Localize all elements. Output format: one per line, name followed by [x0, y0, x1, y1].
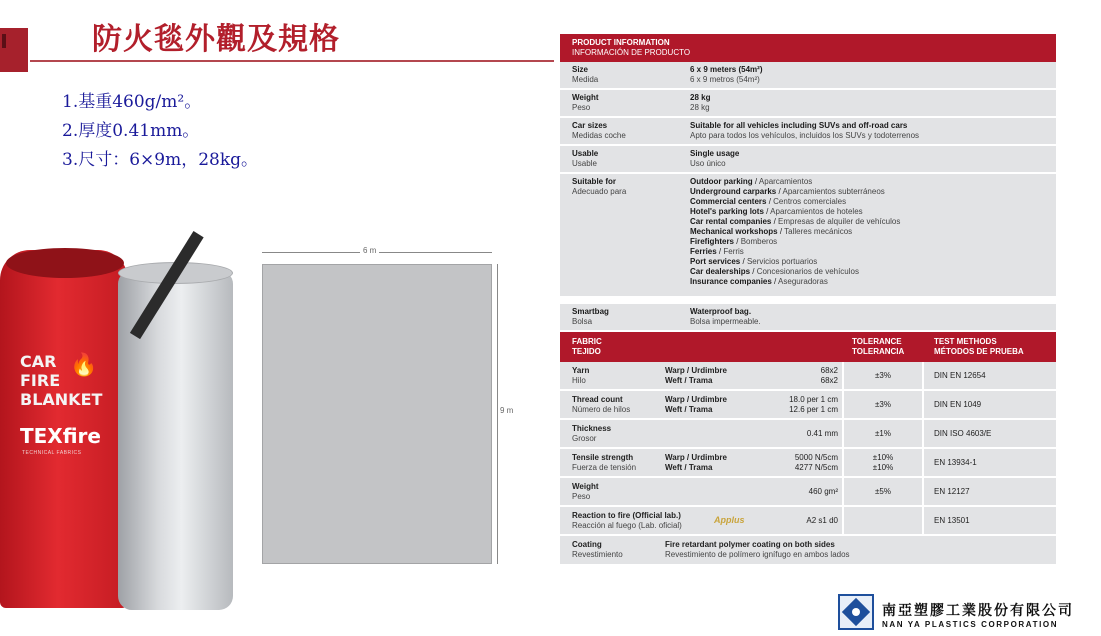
suitable-item: Ferries / Ferris	[690, 247, 744, 256]
row-value: Waterproof bag.	[690, 307, 752, 316]
row-key: Car sizes	[572, 121, 608, 130]
product-info-sheet	[560, 34, 1056, 564]
suitable-item: Firefighters / Bomberos	[690, 237, 778, 246]
fabric-row-yarn: Yarn Hilo Warp / Urdimbre Weft / Trama 68x2 68x2 ±3% DIN EN 12654	[560, 362, 1056, 391]
row-key: Weight	[572, 93, 599, 102]
row-key-es: Adecuado para	[572, 187, 627, 196]
col-fabric-es: TEJIDO	[572, 347, 601, 356]
row-value-es: 28 kg	[690, 103, 710, 112]
row-value: 28 kg	[690, 93, 711, 102]
suitable-item: Mechanical workshops / Talleres mecánicos	[690, 227, 853, 236]
fabric-row-thickness: Thickness Grosor 0.41 mm ±1% DIN ISO 4603/E	[560, 420, 1056, 449]
corporation-name-en: NAN YA PLASTICS CORPORATION	[882, 620, 1059, 629]
spec-item-size: 3.尺寸：6×9m，28kg。	[62, 150, 259, 170]
spec-list	[62, 88, 258, 175]
suitable-item: Underground carparks / Aparcamientos subterráneos	[690, 187, 885, 196]
header-en: PRODUCT INFORMATION	[572, 38, 670, 47]
row-key: Smartbag	[572, 307, 609, 316]
flame-icon: 🔥	[70, 352, 98, 377]
brand-logo: TEXfire	[20, 424, 101, 448]
fabric-row-coating: Coating Revestimiento Fire retardant polymer coating on both sides Revestimiento de polímero ignífugo en ambos lados	[560, 536, 1056, 564]
fabric-row-reaction-to-fire: Reaction to fire (Official lab.) Reacción al fuego (Lab. oficial) Applus A2 s1 d0 EN 13501	[560, 507, 1056, 536]
suitable-item: Commercial centers / Centros comerciales	[690, 197, 847, 206]
height-dimension-line	[497, 264, 498, 564]
row-value: 6 x 9 meters (54m²)	[690, 65, 763, 74]
product-info-header	[560, 34, 1056, 62]
bag-label-line: FIRE	[20, 371, 61, 390]
bag-label-line: CAR	[20, 352, 57, 371]
col-tolerance: TOLERANCE	[852, 337, 902, 346]
col-tolerance-es: TOLERANCIA	[852, 347, 905, 356]
suitable-item: Port services / Servicios portuarios	[690, 257, 818, 266]
fabric-row-tensile-strength: Tensile strength Fuerza de tensión Warp / Urdimbre Weft / Trama 5000 N/5cm 4277 N/5cm ±10% ±10% EN 13934-1	[560, 449, 1056, 478]
suitable-item: Hotel's parking lots / Aparcamientos de hoteles	[690, 207, 863, 216]
col-fabric: FABRIC	[572, 337, 602, 346]
info-row-size	[560, 62, 1056, 90]
info-row-suitable-for	[560, 174, 1056, 298]
width-dimension-label: 6 m	[360, 246, 379, 255]
brand-tagline: TECHNICAL FABRICS	[22, 450, 82, 456]
info-row-car-sizes	[560, 118, 1056, 146]
info-row-usable	[560, 146, 1056, 174]
slide-title: 防火毯外觀及規格	[92, 22, 340, 57]
suitable-item: Car dealerships / Concesionarios de vehículos	[690, 267, 859, 276]
row-key-es: Medida	[572, 75, 599, 84]
suitable-item: Outdoor parking / Aparcamientos	[690, 177, 813, 186]
row-value-es: Uso único	[690, 159, 726, 168]
row-key: Suitable for	[572, 177, 617, 186]
bag-label-line: BLANKET	[20, 390, 103, 409]
row-value: Suitable for all vehicles including SUVs and off-road cars	[690, 121, 908, 130]
corporation-name-zh: 南亞塑膠工業股份有限公司	[882, 603, 1074, 619]
row-key: Usable	[572, 149, 599, 158]
fabric-table-header	[560, 332, 1056, 362]
blanket-unfolded-image	[262, 264, 492, 564]
row-value-es: Bolsa impermeable.	[690, 317, 761, 326]
row-key-es: Usable	[572, 159, 597, 168]
col-test-methods: TEST METHODS	[934, 337, 997, 346]
spec-item-weight: 1.基重460g/m²。	[62, 92, 202, 112]
height-dimension-label: 9 m	[500, 406, 514, 415]
suitable-item: Insurance companies / Aseguradoras	[690, 277, 828, 286]
applus-logo: Applus	[714, 515, 745, 525]
row-key-es: Medidas coche	[572, 131, 626, 140]
row-value-es: 6 x 9 metros (54m²)	[690, 75, 760, 84]
blanket-roll-image	[118, 270, 233, 610]
title-accent-bar	[0, 28, 28, 72]
spec-item-thickness: 2.厚度0.41mm。	[62, 121, 200, 141]
col-test-methods-es: MÉTODOS DE PRUEBA	[934, 347, 1024, 356]
fabric-row-thread-count: Thread count Número de hilos Warp / Urdimbre Weft / Trama 18.0 per 1 cm 12.6 per 1 cm ±3% DIN EN 1049	[560, 391, 1056, 420]
suitable-item: Car rental companies / Empresas de alquiler de vehículos	[690, 217, 901, 226]
row-key-es: Bolsa	[572, 317, 593, 326]
info-row-weight	[560, 90, 1056, 118]
row-value: Single usage	[690, 149, 740, 158]
fabric-row-weight: Weight Peso 460 gm² ±5% EN 12127	[560, 478, 1056, 507]
info-row-smartbag	[560, 304, 1056, 332]
header-es: INFORMACIÓN DE PRODUCTO	[572, 48, 691, 57]
nan-ya-logo-icon	[838, 594, 874, 630]
row-key-es: Peso	[572, 103, 591, 112]
row-value-es: Apto para todos los vehículos, incluidos los SUVs y todoterrenos	[690, 131, 920, 140]
bag-drawstring-top	[6, 248, 124, 278]
title-underline	[30, 60, 554, 62]
row-key: Size	[572, 65, 589, 74]
